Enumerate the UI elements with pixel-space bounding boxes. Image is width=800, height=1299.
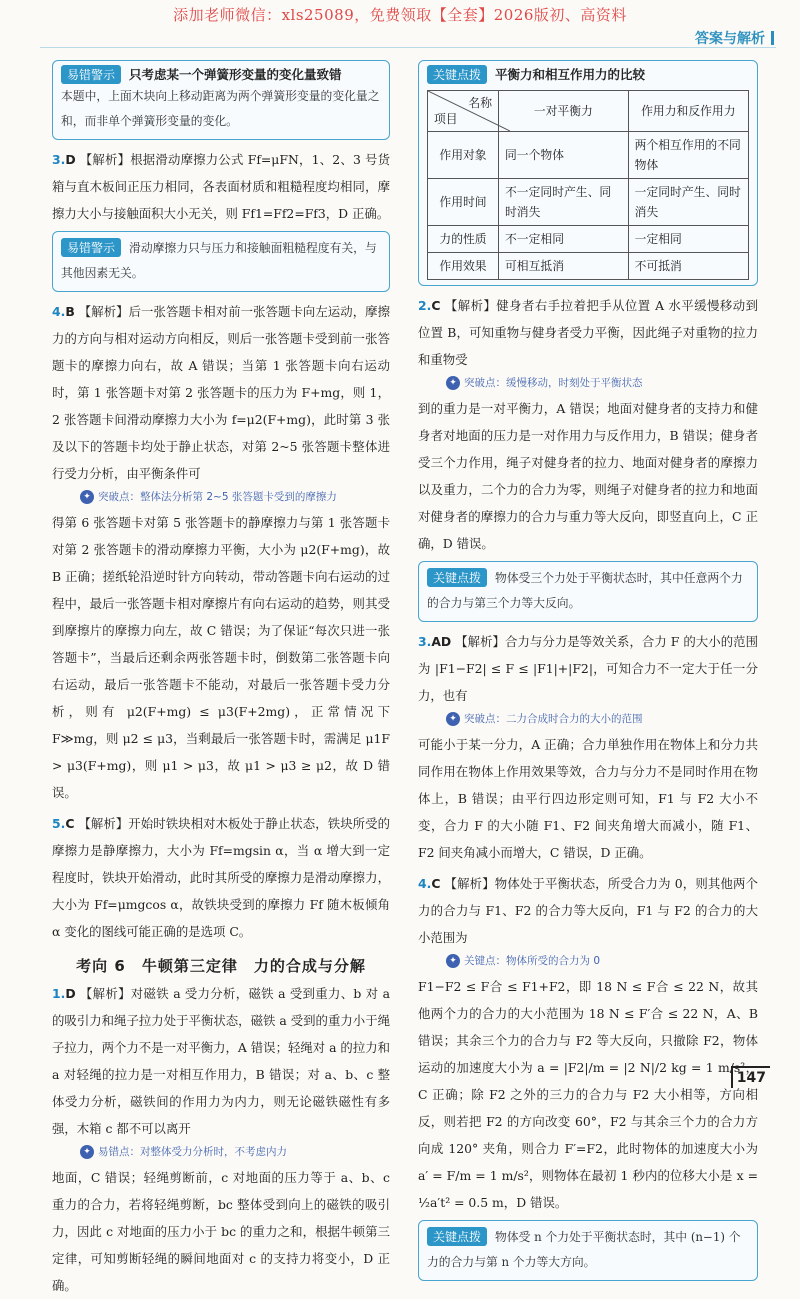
table-cell: 不一定相同 (499, 226, 629, 253)
item-text: 【解析】对磁铁 a 受力分析，磁铁 a 受到重力、b 对 a 的吸引力和绳子拉力处于平衡状态，磁铁 a 受到的重力小于绳子拉力，两个力不是一对平衡力，A 错误；轻绳对 a 的拉力和 a 对轻绳的拉力是一对相互作用力，B 错误；对 a、b、c 整体受力分析，磁铁间的作用力为内力，则无论磁铁磁性有多强，木箱 c 都不可以离开 (52, 986, 390, 1136)
header-divider (40, 47, 776, 48)
item-text: 【解析】合力与分力是等效关系，合力 F 的大小的范围为 |F1−F2| ≤ F ≤ |F1|+|F2|，可知合力不一定大于任一分力，也有 (418, 634, 758, 703)
section-heading: 考向 6 牛顿第三定律 力的合成与分解 (76, 957, 366, 975)
table-corner-cell (428, 91, 499, 132)
answer-item-4 (52, 298, 390, 806)
item-answer: C (431, 876, 441, 891)
item-text: 【解析】开始时铁块相对木板处于静止状态，铁块所受的摩擦力是静摩擦力，大小为 Ff=mgsin α，当 α 增大到一定程度时，铁块开始滑动，此时其所受的摩擦力是滑动摩擦力，大小为 Ff=μmgcos α，故铁块受到的摩擦力 Ff 随木板倾角 α 变化的图线可能正确的是选项 C。 (52, 816, 390, 939)
left-column (52, 56, 390, 1299)
table-header-cell: 作用力和反作用力 (628, 91, 748, 132)
table-row (428, 226, 749, 253)
item-text: 到的重力是一对平衡力，A 错误；地面对健身者的支持力和健身者对地面的压力是一对作用力与反作用力，B 错误；健身者受三个力作用，绳子对健身者的拉力、地面对健身者的摩擦力以及重力，二个力的合力为零，则绳子对健身者的拉力和地面对健身者的摩擦力的合力与重力等大反向，即竖直向上，C 正确，D 错误。 (418, 401, 758, 551)
key-point-tag: 关键点拨 (427, 568, 487, 587)
item-answer: D (65, 986, 76, 1001)
key-point-body: 物体受三个力处于平衡状态时，其中任意两个力的合力与第三个力等大反向。 (427, 571, 743, 610)
item-answer: C (65, 816, 75, 831)
table-cell: 不可抵消 (628, 253, 748, 280)
corner-bottom-label: 项目 (434, 112, 458, 126)
table-cell: 同一个物体 (499, 132, 629, 179)
error-warning-box-2 (52, 231, 390, 292)
breakthrough-note: ✦ 突破点：整体法分析第 2~5 张答题卡受到的摩擦力 (80, 487, 390, 507)
item-number: 1. (52, 986, 66, 1001)
answer-item-2 (418, 292, 758, 557)
table-cell: 不一定同时产生、同时消失 (499, 179, 629, 226)
mistake-icon: ✦ (80, 1145, 94, 1159)
table-cell: 一定相同 (628, 226, 748, 253)
page-number: 147 (731, 1066, 770, 1088)
item-text: 【解析】根据滑动摩擦力公式 Ff=μFN，1、2、3 号货箱与直木板间正压力相同，各表面材质和粗糙程度均相同，摩擦力大小与接触面积大小无关，则 Ff1=Ff2=Ff3，D 正确。 (52, 152, 390, 221)
breakthrough-icon: ✦ (80, 490, 94, 504)
key-point-body: 物体受 n 个力处于平衡状态时，其中 (n−1) 个力的合力与第 n 个力等大方向。 (427, 1230, 741, 1269)
key-point-box-2 (418, 1220, 758, 1281)
corner-top-label: 名称 (468, 96, 492, 110)
table-cell: 作用时间 (428, 179, 499, 226)
right-column (418, 56, 758, 1287)
mistake-note: ✦ 易错点：对整体受力分析时，不考虑内力 (80, 1142, 390, 1162)
table-header-row (428, 91, 749, 132)
item-text: F1−F2 ≤ F合 ≤ F1+F2，即 18 N ≤ F合 ≤ 22 N，故其他两个力的合力的大小范围为 18 N ≤ F′合 ≤ 22 N，A、B 错误；其余三个力的合力与 F2 等大反向，只撤除 F2，物体运动的加速度大小为 a = |F2|/m = |2 N|/2 kg = 1 m/s²，C 正确；除 F2 之外的三力的合力与 F2 大小相等，方向相反，则若把 F2 的方向改变 60°，F2 与其余三个力的合力方向成 120° 夹角，则合力 F′=F2，此时物体的加速度大小为 a′ = F/m = 1 m/s²，则物体在最初 1 秒内的位移大小是 x = ½a′t² = 0.5 m，D 错误。 (418, 979, 758, 1210)
key-note-icon: ✦ (446, 954, 460, 968)
warning-tag: 易错警示 (61, 65, 121, 84)
warning-title: 只考虑某一个弹簧形变量的变化量致错 (129, 67, 342, 82)
item-text: 【解析】物体处于平衡状态，所受合力为 0，则其他两个力的合力与 F1、F2 的合力等大反向，F1 与 F2 的合力的大小范围为 (418, 876, 758, 945)
warning-body: 滑动摩擦力只与压力和接触面粗糙程度有关，与其他因素无关。 (61, 241, 377, 280)
table-header-cell: 一对平衡力 (499, 91, 629, 132)
answer-item-3 (52, 146, 390, 227)
answer-item-5 (52, 810, 390, 945)
item-answer: B (65, 304, 75, 319)
breakthrough-icon: ✦ (446, 712, 460, 726)
table-cell: 一定同时产生、同时消失 (628, 179, 748, 226)
key-point-box (418, 561, 758, 622)
table-cell: 可相互抵消 (499, 253, 629, 280)
key-point-tag: 关键点拨 (427, 1227, 487, 1246)
answer-item-4-right (418, 870, 758, 1216)
header-bar-icon (771, 31, 774, 45)
top-watermark: 添加老师微信：xls25089，免费领取【全套】2026版初、高资料 (173, 6, 627, 24)
item-number: 3. (52, 152, 66, 167)
key-point-tag: 关键点拨 (427, 65, 487, 84)
item-number: 4. (52, 304, 66, 319)
table-cell: 作用效果 (428, 253, 499, 280)
table-cell: 力的性质 (428, 226, 499, 253)
warning-tag: 易错警示 (61, 238, 121, 257)
breakthrough-note: ✦ 突破点：二力合成时合力的大小的范围 (446, 709, 758, 729)
item-text: 【解析】健身者右手拉着把手从位置 A 水平缓慢移动到位置 B，可知重物与健身者受力平衡，因此绳子对重物的拉力和重物受 (418, 298, 758, 367)
key-point-title: 平衡力和相互作用力的比较 (495, 67, 646, 82)
section-label: 答案与解析 (695, 28, 774, 48)
answer-item-1 (52, 980, 390, 1299)
key-note: ✦ 关键点：物体所受的合力为 0 (446, 951, 758, 971)
item-number: 3. (418, 634, 432, 649)
item-text: 【解析】后一张答题卡相对前一张答题卡向左运动，摩擦力的方向与相对运动方向相反，则后一张答题卡受到前一张答题卡的摩擦力向右，故 A 错误；当第 1 张答题卡向右运动时，第 1 张答题卡对第 2 张答题卡的压力为 F+mg，则 1，2 张答题卡间滑动摩擦力大小为 f=μ2(F+mg)，此时第 3 张及以下的答题卡均处于静止状态，对第 2~5 张答题卡整体进行受力分析，由平衡条件可 (52, 304, 390, 481)
item-number: 5. (52, 816, 66, 831)
item-answer: D (65, 152, 76, 167)
table-row (428, 253, 749, 280)
item-answer: C (431, 298, 441, 313)
table-cell: 两个相互作用的不同物体 (628, 132, 748, 179)
answer-item-3-right (418, 628, 758, 866)
item-answer: AD (431, 634, 452, 649)
breakthrough-note: ✦ 突破点：缓慢移动，时刻处于平衡状态 (446, 373, 758, 393)
table-cell: 作用对象 (428, 132, 499, 179)
table-row (428, 132, 749, 179)
item-text: 得第 6 张答题卡对第 5 张答题卡的静摩擦力与第 1 张答题卡对第 2 张答题卡的滑动摩擦力平衡，大小为 μ2(F+mg)，故 B 正确；搓纸轮沿逆时针方向转动，带动答题卡向右运动的过程中，最后一张答题卡相对摩擦片有向右运动的趋势，则其受到摩擦片的摩擦力向左，故 C 错误；为了保证“每次只进一张答题卡”，当最后还剩余两张答题卡时，倒数第二张答题卡向右运动，最后一张答题卡不能动，对最后一张答题卡受力分析，则有 μ2(F+mg) ≤ μ3(F+2mg)，正常情况下 F≫mg，则 μ2 ≤ μ3，当剩最后一张答题卡时，需满足 μ1F > μ3(F+mg)，则 μ1 > μ3，故 μ1 > μ3 ≥ μ2，故 D 错误。 (52, 515, 390, 800)
item-text: 地面，C 错误；轻绳剪断前，c 对地面的压力等于 a、b、c 重力的合力，若将轻绳剪断，bc 整体受到向上的磁铁的吸引力，因此 c 对地面的压力小于 bc 的重力之和，根据牛顿第三定律，可知剪断轻绳的瞬间地面对 c 的支持力将变小，D 正确。 (52, 1170, 390, 1293)
item-text: 可能小于某一分力，A 正确；合力単独作用在物体上和分力共同作用在物体上作用效果等效，合力与分力不是同时作用在物体上，B 错误；由平行四边形定则可知，F1 与 F2 大小不变，合力 F 的大小随 F1、F2 间夹角增大而减小，随 F1、F2 间夹角减小而增大，C 错误，D 正确。 (418, 737, 758, 860)
error-warning-box (52, 60, 390, 140)
item-number: 4. (418, 876, 432, 891)
key-point-table-box (418, 60, 758, 286)
item-number: 2. (418, 298, 432, 313)
breakthrough-icon: ✦ (446, 376, 460, 390)
warning-body: 本题中，上面木块向上移动距离为两个弹簧形变量的变化量之和，而非单个弹簧形变量的变化。 (61, 89, 380, 128)
table-row (428, 179, 749, 226)
comparison-table (427, 90, 749, 280)
